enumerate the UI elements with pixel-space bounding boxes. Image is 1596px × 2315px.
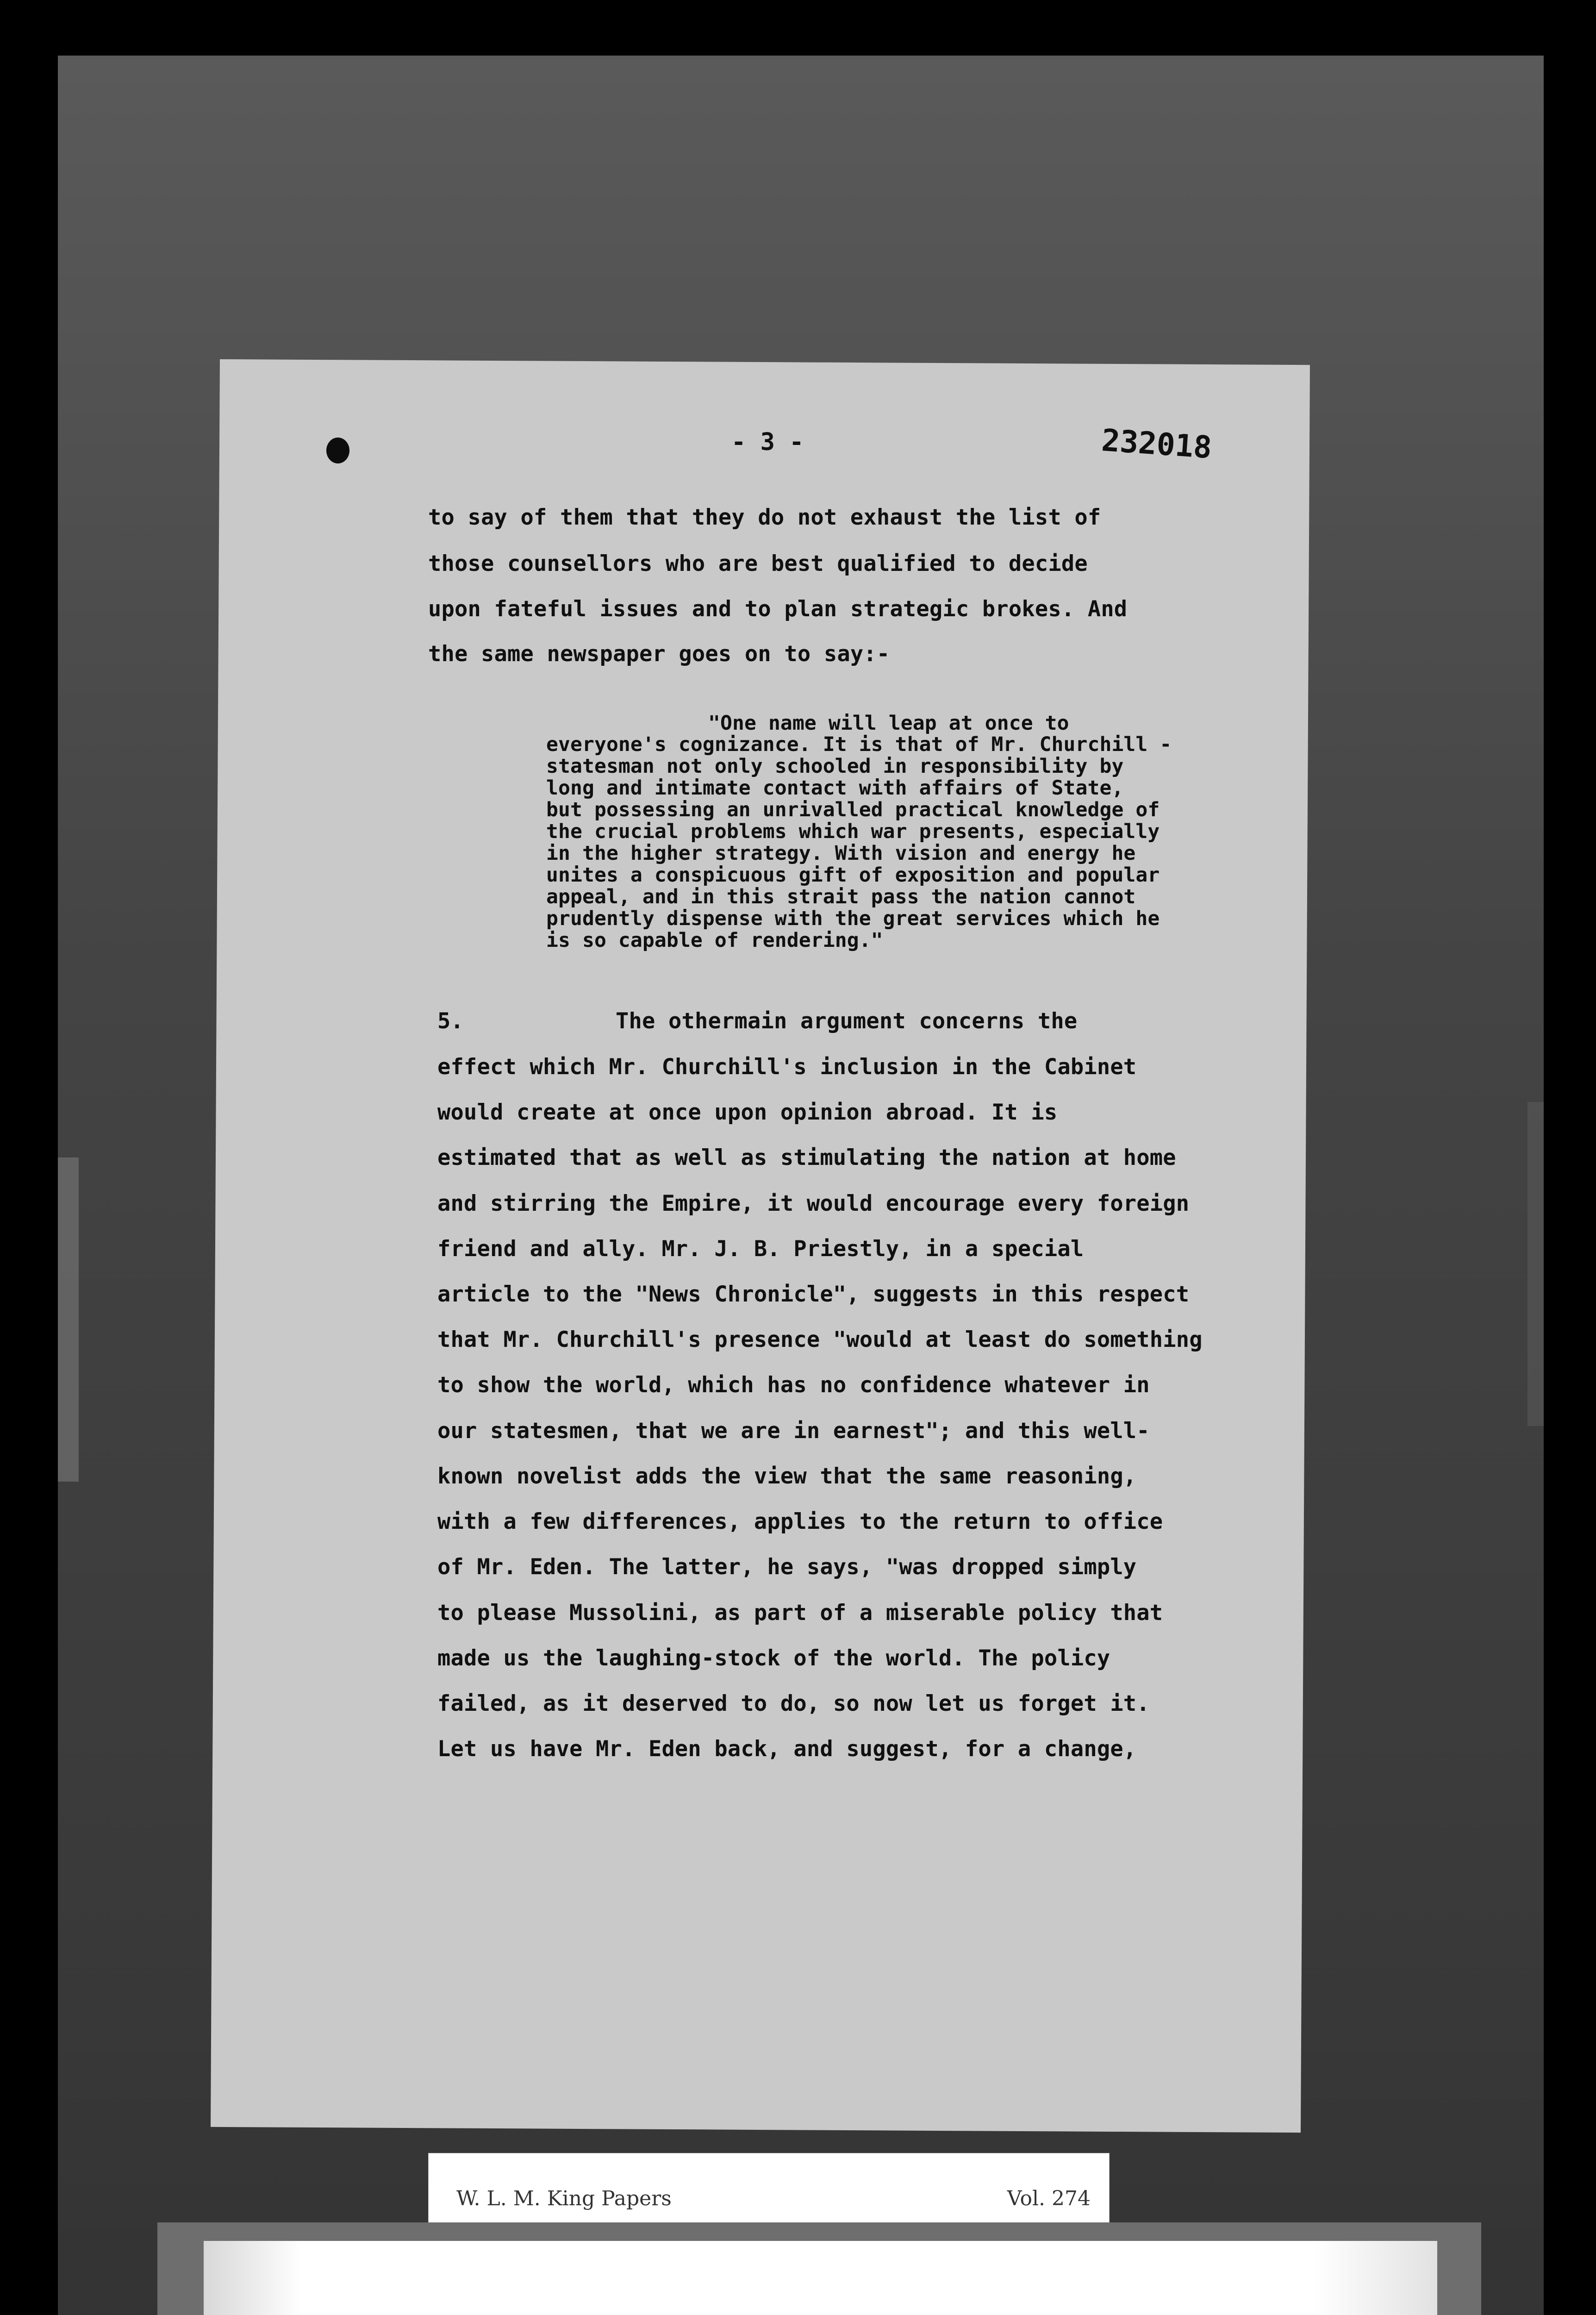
text-line: and stirring the Empire, it would encourage every foreign — [437, 1191, 1190, 1216]
quote-line: appeal, and in this strait pass the nation cannot — [546, 885, 1136, 908]
text-line: made us the laughing-stock of the world. The policy — [437, 1646, 1110, 1671]
text-line: our statesmen, that we are in earnest"; and this well- — [437, 1418, 1150, 1444]
text-line: upon fateful issues and to plan strategic brokes. And — [428, 596, 1128, 622]
quote-line: but possessing an unrivalled practical knowledge of — [546, 798, 1160, 821]
film-edge-strip — [1527, 1102, 1544, 1426]
quote-line: statesman not only schooled in responsibility by — [546, 755, 1124, 778]
text-line: the same newspaper goes on to say:- — [428, 641, 890, 667]
quote-line: is so capable of rendering." — [546, 929, 883, 952]
text-line: estimated that as well as stimulating the nation at home — [437, 1145, 1176, 1170]
text-line: to please Mussolini, as part of a miserable policy that — [437, 1600, 1163, 1626]
quote-line: everyone's cognizance. It is that of Mr. Churchill - — [546, 733, 1172, 756]
quote-line: in the higher strategy. With vision and energy he — [546, 842, 1136, 865]
text-line: those counsellors who are best qualified to decide — [428, 551, 1088, 576]
paragraph-number: 5. — [437, 1008, 464, 1034]
text-line: friend and ally. Mr. J. B. Priestly, in a special — [437, 1236, 1084, 1262]
text-line: to say of them that they do not exhaust the list of — [428, 505, 1101, 530]
text-line: of Mr. Eden. The latter, he says, "was dropped simply — [437, 1554, 1137, 1580]
text-line: The othermain argument concerns the — [616, 1008, 1078, 1034]
quote-line: the crucial problems which war presents, especially — [546, 820, 1160, 843]
text-line: to show the world, which has no confidence whatever in — [437, 1372, 1150, 1398]
archive-label — [204, 2241, 1437, 2315]
volume-number: Vol. 274 — [1007, 2187, 1091, 2210]
text-line: with a few differences, applies to the return to office — [437, 1509, 1163, 1534]
quote-line: long and intimate contact with affairs of State, — [546, 776, 1124, 800]
text-line: effect which Mr. Churchill's inclusion in the Cabinet — [437, 1054, 1137, 1080]
quote-line: prudently dispense with the great services which he — [546, 907, 1160, 930]
text-line: would create at once upon opinion abroad. It is — [437, 1100, 1058, 1125]
text-line: known novelist adds the view that the same reasoning, — [437, 1464, 1137, 1489]
page-number: - 3 - — [731, 428, 804, 456]
text-line: that Mr. Churchill's presence "would at least do something — [437, 1327, 1203, 1352]
text-line: Let us have Mr. Eden back, and suggest, for a change, — [437, 1736, 1137, 1762]
quote-line: "One name will leap at once to — [708, 712, 1069, 735]
text-line: article to the "News Chronicle", suggests in this respect — [437, 1282, 1190, 1307]
collection-name: W. L. M. King Papers — [456, 2187, 672, 2210]
text-line: failed, as it deserved to do, so now let us forget it. — [437, 1691, 1150, 1716]
film-edge-strip — [58, 1158, 79, 1482]
document-number: 232018 — [1100, 422, 1213, 466]
quote-line: unites a conspicuous gift of exposition and popular — [546, 863, 1160, 887]
punch-hole — [326, 438, 349, 463]
